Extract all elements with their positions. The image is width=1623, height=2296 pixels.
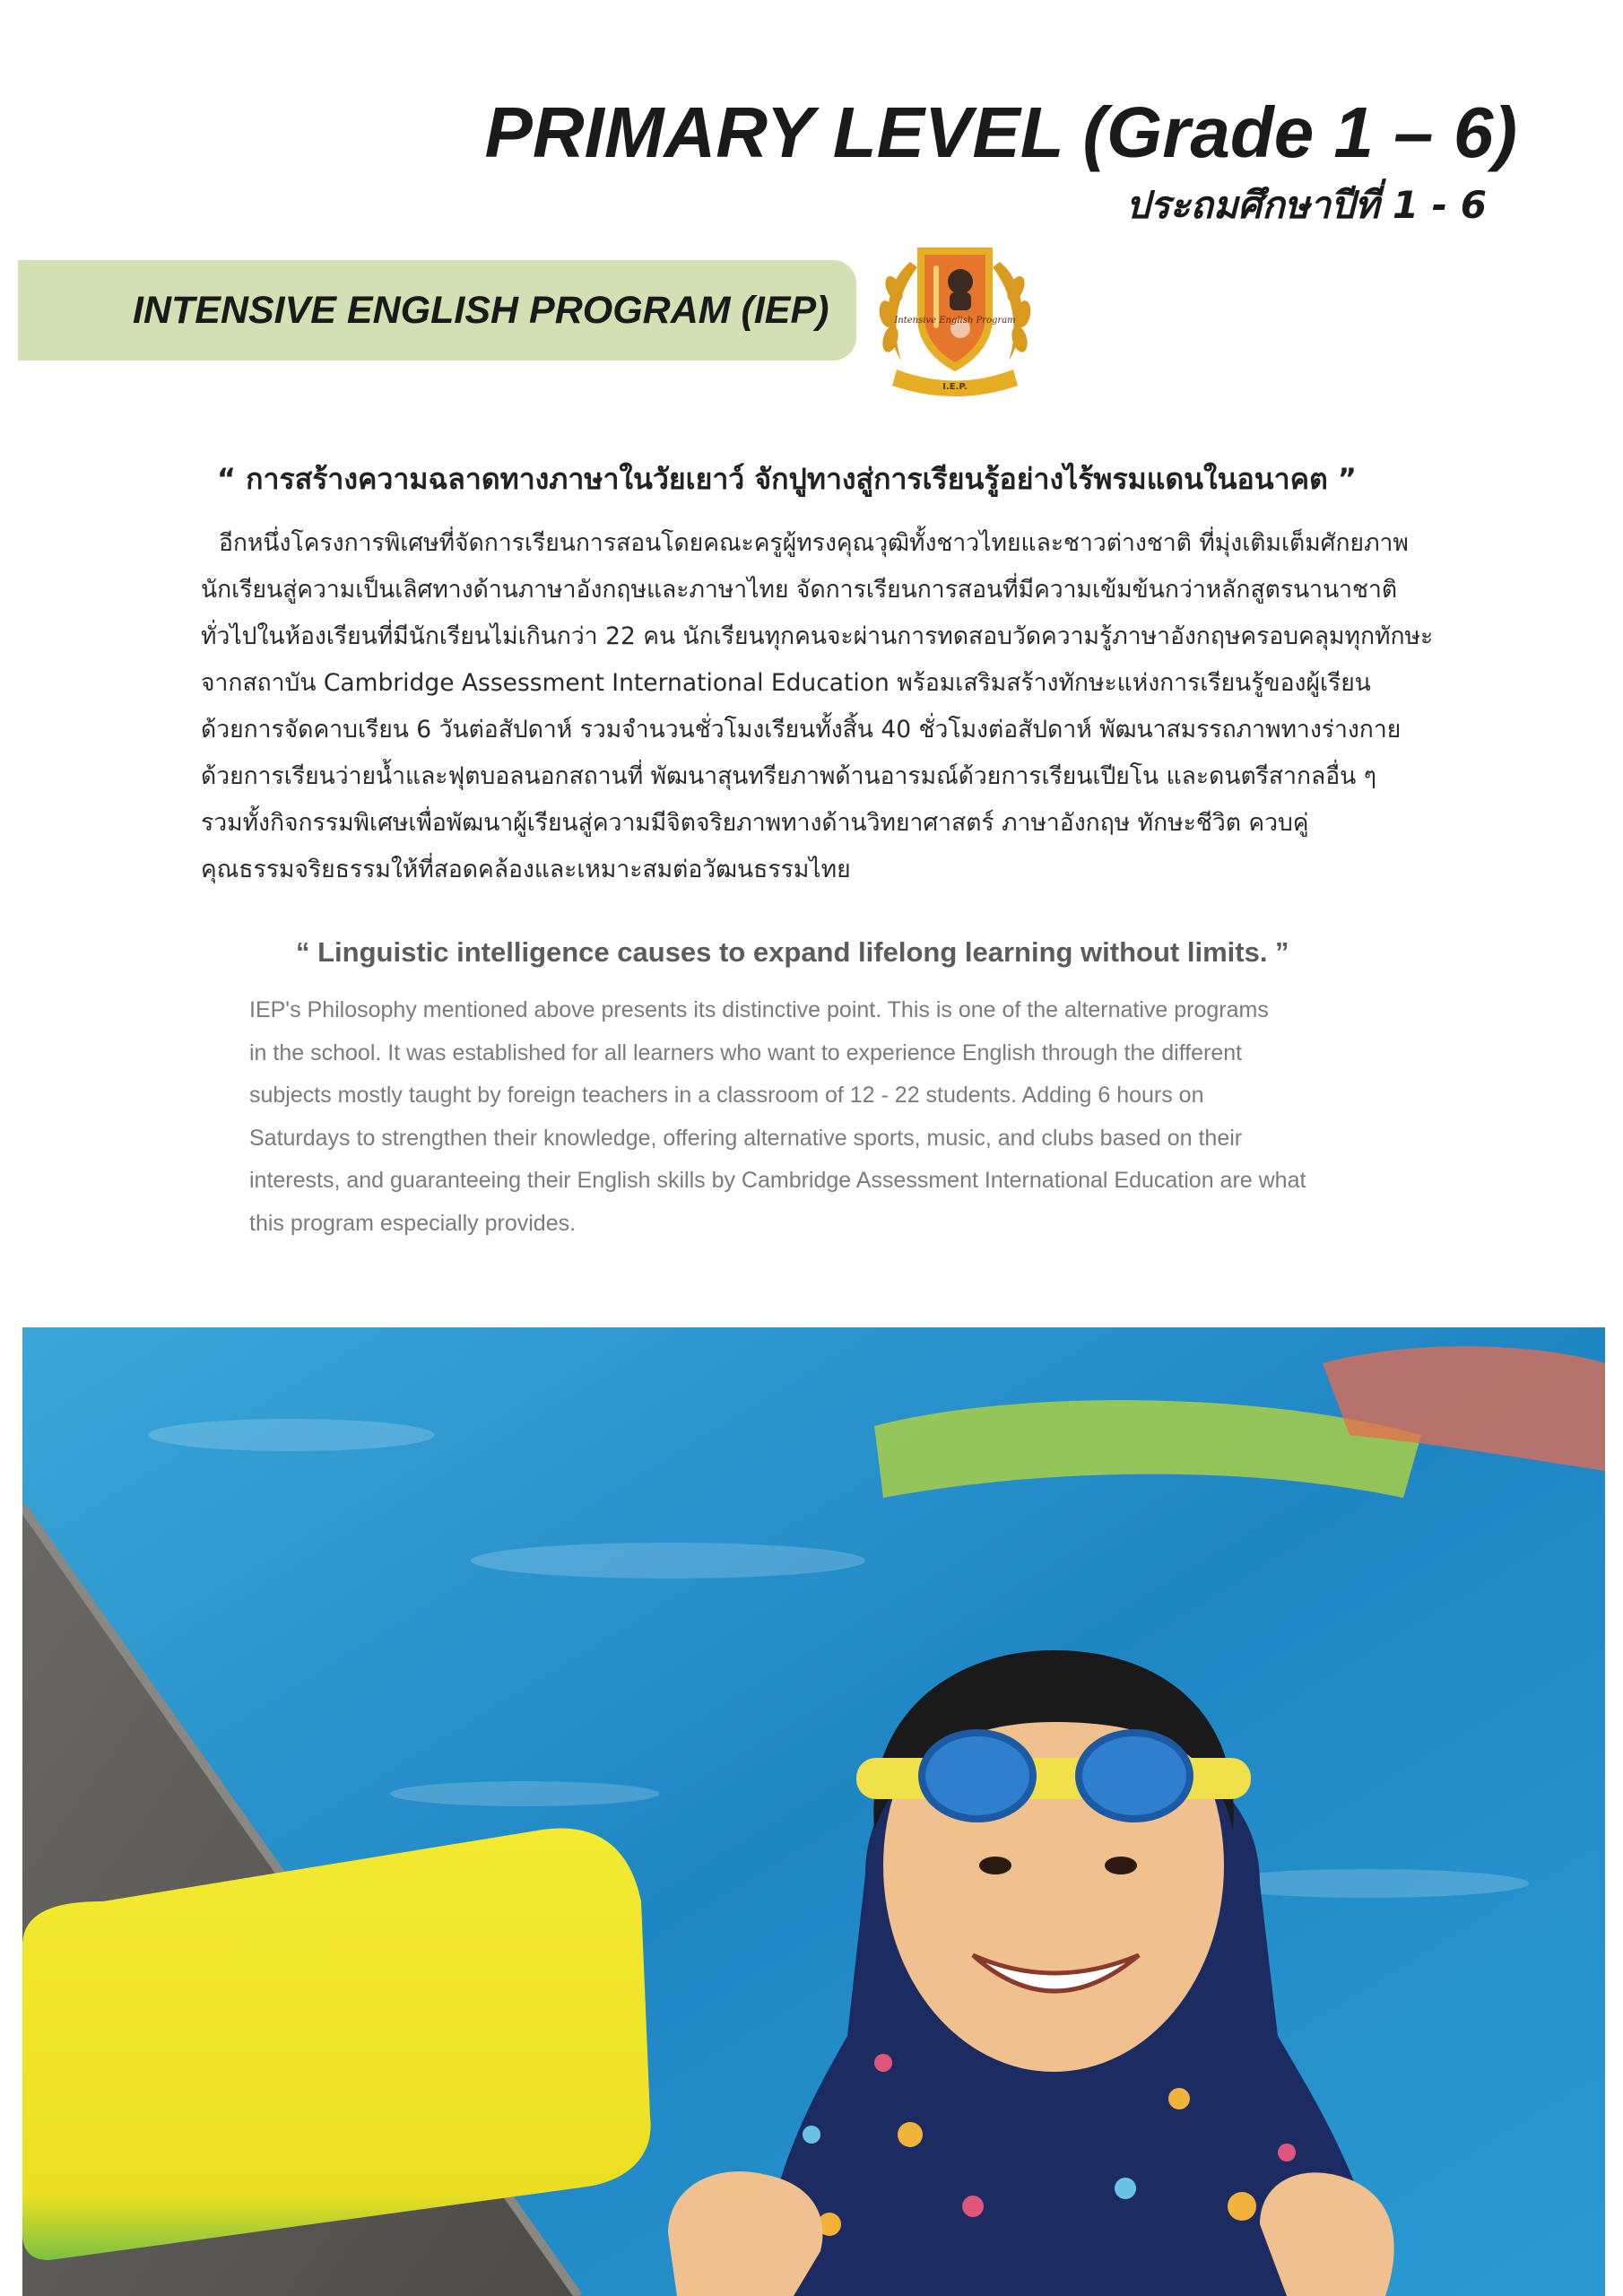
english-paragraph-line: in the school. It was established for all learners who want to experience English through the different [249, 1039, 1243, 1065]
crest-ribbon-text: I.E.P. [942, 382, 968, 392]
thai-paragraph-line: นักเรียนสู่ความเป็นเลิศทางด้านภาษาอังกฤษและภาษาไทย จัดการเรียนการสอนที่มีความเข้มข้นกว่าหลักสูตรนานาชาติ [201, 576, 1398, 604]
thai-paragraph-line: คุณธรรมจริยธรรมให้ที่สอดคล้องและเหมาะสมต่อวัฒนธรรมไทย [201, 856, 851, 883]
page-title: PRIMARY LEVEL (Grade 1 – 6) [484, 92, 1517, 172]
thai-paragraph-line: รวมทั้งกิจกรรมพิเศษเพื่อพัฒนาผู้เรียนสู่ความมีจิตจริยภาพทางด้านวิทยาศาสตร์ ภาษาอังกฤษ ทักษะชีวิต ควบคู่ [201, 809, 1309, 837]
page-subtitle-thai: ประถมศึกษาปีที่ 1 - 6 [1125, 183, 1487, 227]
iep-crest-icon [847, 235, 1063, 405]
english-quote: “ Linguistic intelligence causes to expand lifelong learning without limits. ” [296, 936, 1289, 968]
crest-motto: Intensive English Program [894, 316, 1016, 326]
child-swimming-photo [22, 1327, 1605, 2296]
english-paragraph-line: Saturdays to strengthen their knowledge, offering alternative sports, music, and clubs based on their [249, 1125, 1243, 1151]
thai-paragraph-line: จากสถาบัน Cambridge Assessment International Education พร้อมเสริมสร้างทักษะแห่งการเรียนรู้ของผู้เรียน [201, 669, 1371, 697]
thai-paragraph-line: ด้วยการจัดคาบเรียน 6 วันต่อสัปดาห์ รวมจำนวนชั่วโมงเรียนทั้งสิ้น 40 ชั่วโมงต่อสัปดาห์ พัฒนาสมรรถภาพทางร่างกาย [201, 716, 1402, 744]
thai-paragraph [201, 520, 1438, 893]
thai-paragraph-line: ด้วยการเรียนว่ายน้ำและฟุตบอลนอกสถานที่ พัฒนาสุนทรียภาพด้านอารมณ์ด้วยการเรียนเปียโน และดนตรีสากลอื่น ๆ [201, 762, 1376, 790]
thai-paragraph-line: ทั่วไปในห้องเรียนที่มีนักเรียนไม่เกินกว่า 22 คน นักเรียนทุกคนจะผ่านการทดสอบวัดความรู้ภาษาอังกฤษครอบคลุมทุกทักษะ [201, 622, 1434, 650]
thai-quote: “ การสร้างความฉลาดทางภาษาในวัยเยาว์ จักปูทางสู่การเรียนรู้อย่างไร้พรมแดนในอนาคต ” [217, 462, 1357, 496]
english-paragraph-line: IEP's Philosophy mentioned above presents its distinctive point. This is one of the alternative programs [249, 997, 1269, 1022]
thai-paragraph-line: อีกหนึ่งโครงการพิเศษที่จัดการเรียนการสอนโดยคณะครูผู้ทรงคุณวุฒิทั้งชาวไทยและชาวต่างชาติ ที่มุ่งเติมเต็มศักยภาพ [219, 529, 1409, 557]
english-paragraph [249, 989, 1361, 1245]
program-name: INTENSIVE ENGLISH PROGRAM (IEP) [133, 289, 829, 332]
english-paragraph-line: subjects mostly taught by foreign teachers in a classroom of 12 - 22 students. Adding 6 hours on [249, 1083, 1204, 1108]
english-paragraph-line: interests, and guaranteeing their English skills by Cambridge Assessment International Education are what [249, 1168, 1306, 1193]
english-paragraph-line: this program especially provides. [249, 1210, 577, 1236]
program-banner [18, 260, 856, 361]
